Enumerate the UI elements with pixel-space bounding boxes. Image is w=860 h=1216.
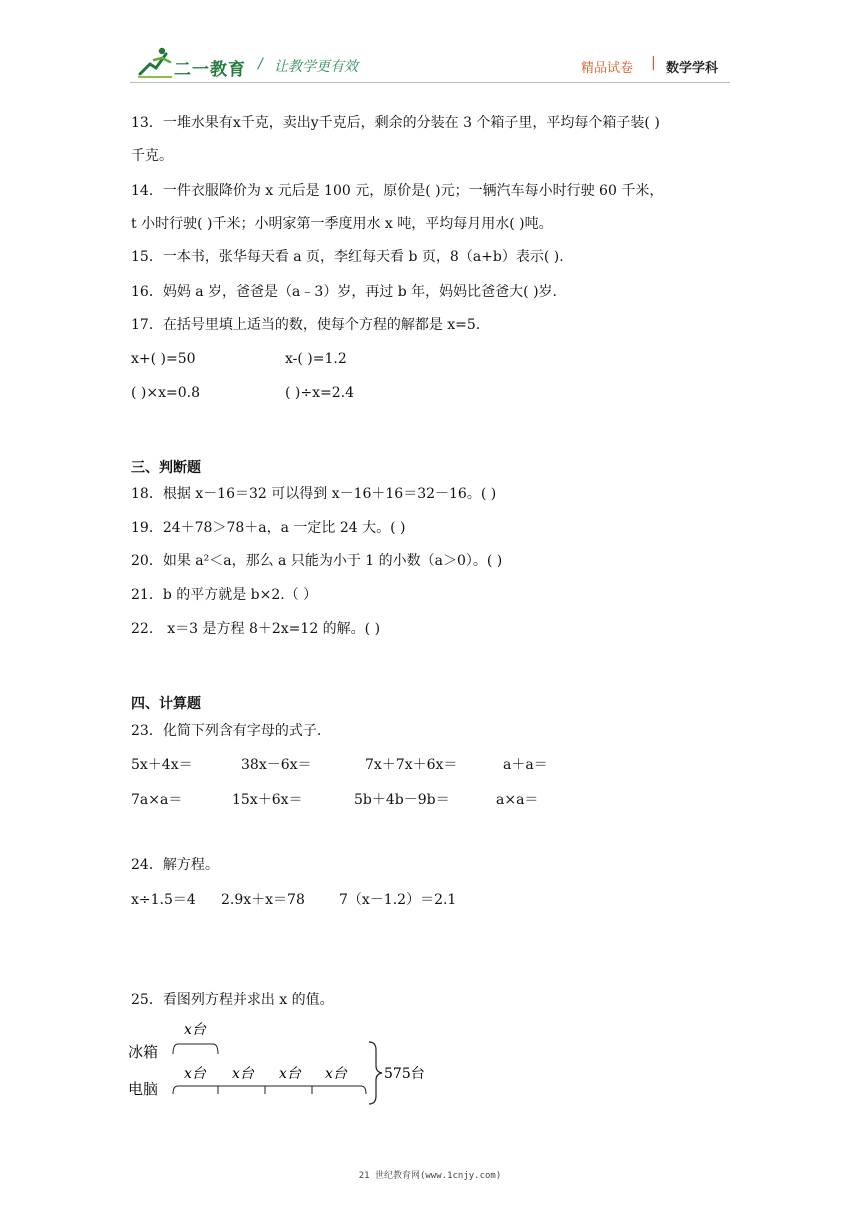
question-15: 15．一本书，张华每天看 a 页，李红每天看 b 页，8（a+b）表示( ). (131, 249, 564, 265)
header-divider (130, 82, 730, 83)
question-17-a: x+( )=50 (131, 351, 196, 367)
question-16: 16．妈妈 a 岁，爸爸是（a﹣3）岁，再过 b 年，妈妈比爸爸大( )岁. (131, 284, 558, 300)
q24-equation: x÷1.5＝4 (131, 892, 196, 908)
q23-expr: 5x＋4x＝ (131, 757, 193, 773)
question-21: 21．b 的平方就是 b×2.（ ） (131, 587, 318, 603)
header-separator: / (258, 56, 263, 72)
page-footer: 21 世纪教育网(www.1cnjy.com) (358, 1171, 502, 1181)
fridge-unit-label: x台 (184, 1022, 206, 1038)
computer-unit-label: x台 (325, 1066, 347, 1082)
question-22: 22． x＝3 是方程 8＋2x=12 的解。( ) (131, 621, 381, 637)
computer-unit-label: x台 (279, 1066, 301, 1082)
q24-equation: 7（x－1.2）＝2.1 (339, 892, 457, 908)
question-13-line1: 13．一堆水果有x千克，卖出y千克后，剩余的分装在 3 个箱子里，平均每个箱子装( ) (131, 115, 660, 131)
question-17-b: x-( )=1.2 (285, 351, 347, 367)
fridge-brace (173, 1044, 218, 1054)
q23-expr: 7x＋7x＋6x＝ (365, 757, 458, 773)
question-23: 23．化简下列含有字母的式子. (131, 723, 322, 739)
total-label: 575台 (384, 1066, 425, 1082)
right-curly-brace (369, 1042, 382, 1104)
computer-brace (173, 1086, 366, 1094)
computer-unit-label: x台 (184, 1066, 206, 1082)
question-14-line1: 14．一件衣服降价为 x 元后是 100 元，原价是( )元；一辆汽车每小时行驶 60 千米， (131, 183, 664, 199)
question-13-line2: 千克。 (131, 148, 173, 164)
runner-logo-icon (136, 46, 176, 80)
header-label: 精品试卷 (581, 61, 634, 76)
logo-text: 二一教育 (174, 60, 246, 80)
question-20: 20．如果 a²＜a，那么 a 只能为小于 1 的小数（a＞0）。( ) (131, 553, 503, 569)
header-subject: 数学学科 (666, 61, 719, 76)
q23-expr: a×a＝ (496, 792, 539, 808)
header-slogan: 让教学更有效 (274, 59, 358, 75)
label-fridge: 冰箱 (128, 1043, 159, 1061)
question-19: 19．24＋78＞78＋a，a 一定比 24 大。( ) (131, 520, 406, 536)
question-24: 24．解方程。 (131, 857, 219, 873)
section-4-title: 四、计算题 (131, 696, 201, 712)
q24-equation: 2.9x＋x＝78 (221, 892, 305, 908)
q23-expr: a＋a＝ (503, 757, 548, 773)
q23-expr: 15x＋6x＝ (232, 792, 303, 808)
q23-expr: 38x－6x＝ (241, 757, 312, 773)
section-3-title: 三、判断题 (131, 460, 201, 476)
computer-unit-label: x台 (232, 1066, 254, 1082)
question-17-c: ( )×x=0.8 (131, 385, 200, 401)
q23-expr: 7a×a＝ (131, 792, 183, 808)
q25-diagram (126, 1012, 446, 1108)
question-17: 17．在括号里填上适当的数，使每个方程的解都是 x=5. (131, 317, 481, 333)
question-17-d: ( )÷x=2.4 (285, 385, 354, 401)
question-14-line2: t 小时行驶( )千米；小明家第一季度用水 x 吨，平均每月用水( )吨。 (131, 216, 553, 232)
label-computer: 电脑 (128, 1080, 159, 1098)
question-18: 18．根据 x－16＝32 可以得到 x－16＋16＝32－16。( ) (131, 486, 497, 502)
header-bar: | (651, 55, 656, 71)
q23-expr: 5b＋4b－9b＝ (354, 792, 450, 808)
question-25: 25．看图列方程并求出 x 的值。 (131, 992, 334, 1008)
